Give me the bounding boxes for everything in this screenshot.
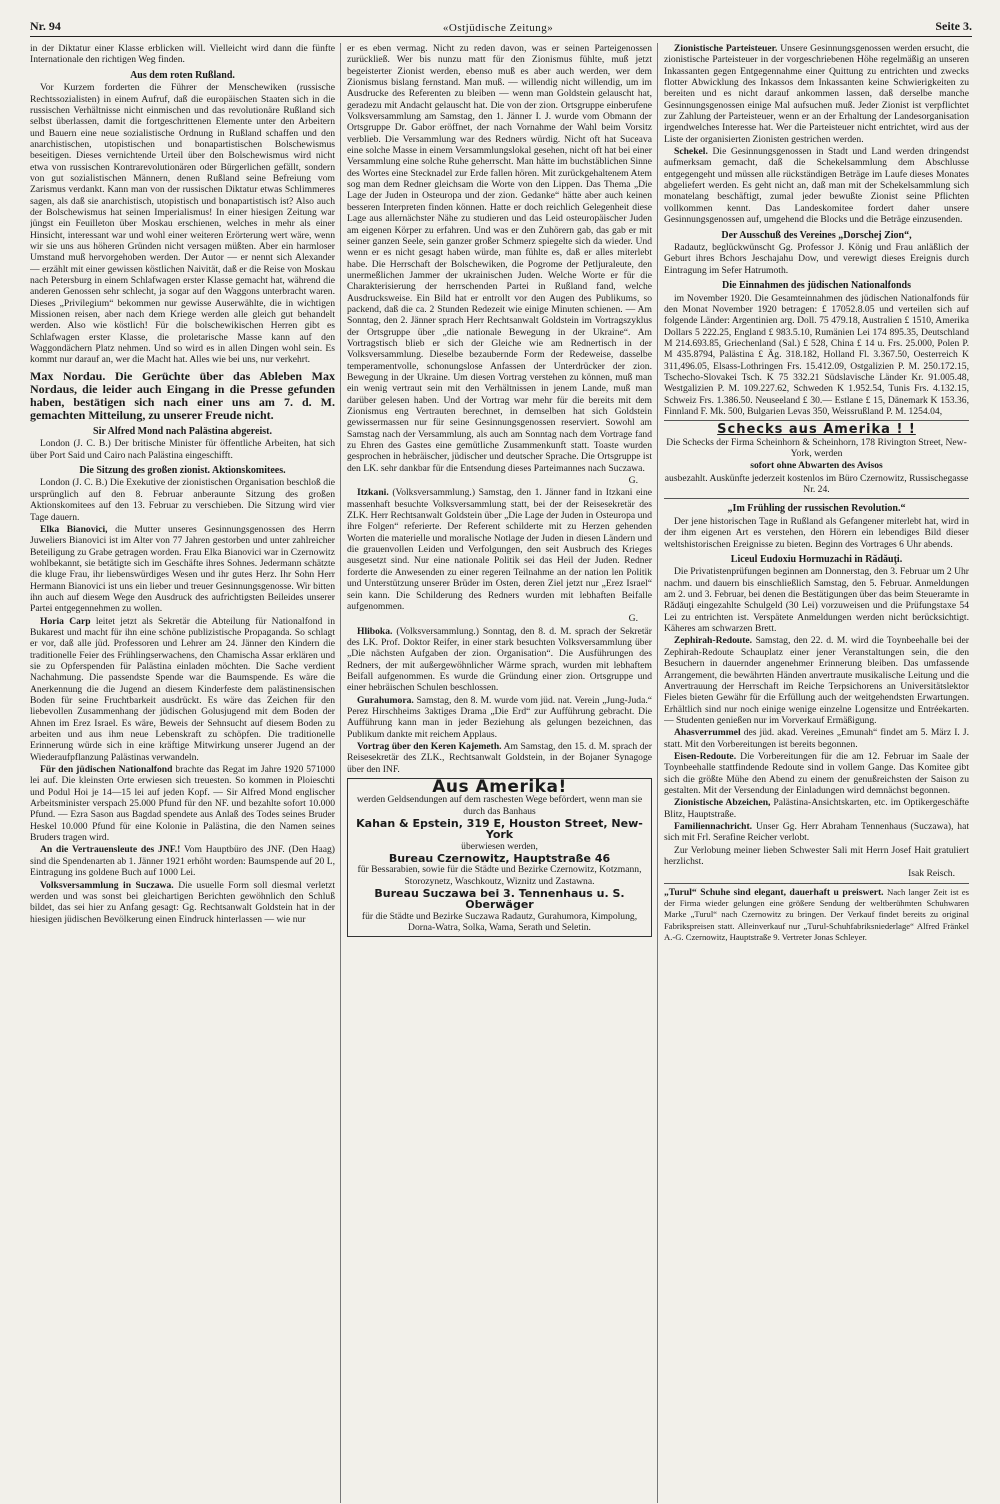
column-2 — [347, 43, 652, 1503]
article-text: des jüd. akad. Vereines „Emunah“ findet am 5. März I. J. statt. Mit den Vorbereitungen ist bereits begonnen. — [664, 727, 969, 750]
signature: G. — [628, 613, 638, 625]
ad-text: sofort ohne Abwarten des Avisos — [750, 460, 883, 472]
article-heading: Max Nordau. Die Gerüchte über das Ableben Max Nordaus, die leider auch Eingang in die Presse gefunden haben, bestätigen sich nach einer uns am 7. d. M. gemachten Mitteilung, zu unserer Freude nicht. — [30, 368, 335, 422]
article-text: Samstag, den 22. d. M. wird die Toynbeehalle bei der Zephirah-Redoute Schauplatz einer jener Veranstaltungen sein, die den Besuchern in dauernder angenehmer Erinnerung bleiben. Das umfassende Arrangement, die bewährten Händen anvertraute musikalische Leitung und die Anvertrauung der Herrschaft im Reiche Terpsichorens an Universitätslektor Fieles bieten Gewähr für die Erfüllung auch der weitgehendsten Erwartungen. Erhältlich sind nur noch einige wenige einzelne Logensitze und Entréekarten. — Studenten genießen nur im Vorverkauf Ermäßigung. — [664, 635, 969, 726]
article-heading: Zionistische Parteisteuer. — [674, 43, 778, 54]
ad-firm: Kahan & Epstein, 319 E, Houston Street, New-York — [356, 817, 643, 842]
column-3 — [664, 43, 969, 1503]
ad-text: für die Städte und Bezirke Suczawa Radautz, Gurahumora, Kimpolung, Dorna-Watra, Solka, Wama, Serath und Seletin. — [361, 910, 638, 934]
article-text: (Volksversammlung.) Samstag, den 1. Jänner fand in Itzkani eine massenhaft besuchte Volksversammlung statt, bei der der Reisesekretär des ZLK. Herr Rechtsanwalt Goldstein über „Die Lage der Juden in Osteuropa und ihre Folgen“ referierte. Der Referent schilderte mit zu Herzen gehenden Worten die materielle und moralische Notlage der Juden in diesen Ländern und die grauenvollen Leiden und Verfolgungen, den seit Ausbruch des Krieges ausgesetzt sind. Nur eine nationale Politik sei das Heil der Juden. Redner forderte die Anwesenden zu einer regeren Teilnahme an der nation len Politik und Unterstützung unserer Brüder im Osten, deren Ziel jetzt nur „Erez Israel“ sein kann. Die Schilderung des Redners wurden mit lebhaften Beifalle aufgenommen. — [347, 487, 652, 612]
article-heading: Die Einnahmen des jüdischen Nationalfonds — [722, 280, 911, 292]
article-text: leitet jetzt als Sekretär die Abteilung für Nationalfond in Bukarest und macht für ihn eine schöne publizistische Propaganda. So schlagt er vor, daß alle jüd. Professoren und Lehrer am 24. Jänner den Kindern die traditionelle Feier des Frühlingserwachens, den Chamischa Assar erklären und sie zu Opferspenden für Palästina einladen möchten. Die Sache verdient Nachahmung. Die passendste Spende war die Baumspende. Es wäre die Anerkennung die die Jugend an diesem Kinderfeste dem palästinensischen Boden für seine Fruchtbarkeit ausdrückt. Es wäre das Zeichen für den liebevollen Zusammenhang der jüdischen Golusjugend mit dem Boden der Ahnen im Erez Israel. Es wäre, Beweis der Sehnsucht auf diesem Boden zu arbeiten und aus ihm neue Lebenskraft zu schöpfen. Die traditionelle Erinnerung würde sich in eine kräftige Mitwirkung unserer Jugend an der Wiederaufpflanzung Palästinas verwandeln. — [30, 615, 335, 763]
article-text: Unsere Gesinnungsgenossen werden ersucht, die zionistische Parteisteuer in der vorgeschriebenen Höhe regelmäßig an unseren Inkassanten gegen Entgegennahme einer Quittung zu entrichten und zwecks flotter Abwicklung des Inkassos dem Inkassanten keine Schwierigkeiten zu bereiten und es nicht darauf ankommen lassen, daß derselbe manche Gesinnungsgenossen einige Mal aufsuchen muß. Jeder Zionist ist verpflichtet zur Zahlung der Parteisteuer, wenn er an der Erhaltung der Landesorganisation irgendwelches Interesse hat. Wer die Parteisteuer nicht entrichtet, wird aus der Liste der organisierten Zionisten gestrichen werden. — [664, 43, 969, 145]
article-text: Samstag, den 8. M. wurde vom jüd. nat. Verein „Jung-Juda.“ Perez Hirschheims 3aktiges Drama „Die Erd“ zur Aufführung gebracht. Die Aufführung kann man in jeder Beziehung als gelungen bezeichnen, das Publikum dankte mit reichem Applaus. — [347, 694, 652, 740]
divider — [664, 883, 969, 884]
article-heading: Itzkani. — [357, 487, 389, 499]
article-heading: An die Vertrauensleute des JNF.! — [40, 844, 181, 856]
article-text: Zur Verlobung meiner lieben Schwester Sali mit Herrn Josef Hait gratuliert herzlichst. — [664, 844, 969, 867]
header-rule — [30, 36, 972, 37]
ad-text: für Bessarabien, sowie für die Städte und Bezirke Czernowitz, Kotzmann, Storozynetz, Waschkoutz, Wiznitz und Zastawna. — [357, 864, 642, 887]
article-text: London (J. C. B.) Der britische Minister für öffentliche Arbeiten, hat sich über Port Said und Cairo nach Palästina eingeschifft. — [30, 438, 335, 461]
article-heading: Für den jüdischen Nationalfond — [40, 764, 173, 776]
article-text: im November 1920. Die Gesamteinnahmen des jüdischen Nationalfonds für den Monat November 1920 betragen: £ 17052.8.05 und verteilen sich auf folgende Länder: Argentinien arg. Doll. 75 479.18, Australien £ 1510, Amerika Dollars 5 222.25, England £ 983.5.10, Rumänien Lei 174 895.35, Deutschland M 214.693.85, Griechenland (Sal.) £ 528, China £ 14 u. Frs. 25.000, Polen P. M 435.8794, Palästina £ Äg. 318.182, Holland Fl. 3.367.50, Oesterreich K 311,496.05, Elsass-Lothringen Frs. 15.412.09, Ostgalizien P. M. 250.172.15, Tschecho-Slovakei Tsch. K 75 332.21 Südslavische Länder Kr. 91.005.48, Westgalizien P. M. 109.227.62, Schweden K 1.952.54, Tunis Frs. 4.132.15, Schweiz Frs. 1.386.50. Neuseeland £ 30.— Estlane £ 15, Dänemark K 153.36, Finnland F. Mk. 500, Bulgarien Levas 350, Weissrußland P. M. 1254.04, — [664, 292, 969, 417]
article-heading: Schekel. — [674, 146, 708, 158]
article-heading: Die Sitzung des großen zionist. Aktionskomitees. — [79, 464, 286, 476]
advertisement-aus-amerika — [347, 778, 652, 937]
column-1 — [30, 43, 335, 1503]
article-heading: Ahasverrummel — [674, 727, 741, 739]
article-text: er es eben vermag. Nicht zu reden davon, was er seinen Parteigenossen zurückließ. Wer bis nunzu matt für den Zionismus fühlte, muß jetzt begeisterter Zionist werden, ebenso muß es aber auch werden, wer dem Zionismus bislang fernstand. Man muß. — willendig nicht willendig, um im Ausdrucke des Referenten zu bleiben — wenn man Goldstein gelauscht hat, geradezu mit Andacht gelauscht hat. Die von der zion. Ortsgruppe einberufene Volksversammlung am Samstag, den 1. Jänner I. J. wurde vom Obmann der Ortsgruppe Dr. Gabor eröffnet, der nach Vornahme der Wahl beim Vorsitz verblieb. Die Versammlung war des Redners würdig. Nicht oft hat Suceava eine solche Masse in einem Versammlungslokal gesehen, nicht oft hat bei einer Versammlung eine solche Ruhe geherrscht. Man hätte im buchstäblichen Sinne des Wortes eine Stecknadel zur Erde fallen hören. Mit zurückgehaltenem Atem sog man dem Redner gleichsam die Worte von den Lippen. Das Thema „Die Lage der Juden in Osteuropa und der zion. Gedanke“ hätte aber auch keinen besseren Interpreten finden können. Hatte er doch reichlich Gelegenheit diese Lage aus allernächster Nähe zu studieren und das Leid osteuropäischer Juden am eigenen Körper zu erfahren. Und was er den Zuhörern gab, das gab er mit seiner ganzen Seele, sein ganzer großer Schmerz spiegelte sich da wieder. Und wenn er es nicht gesagt haben würde, man fühlte es, daß er alles miterlebt habe. Die Herrschaft der Bolschewiken, die Pogrome der Petljuraleute, den unermeßlichen Jammer der ukrainischen Juden. Welche Worte er für die Charakterisierung der herrschenden Partei in Rußland fand, welche Ausdrucksweise. Ein Bild hat er entrollt vor den Augen des Publikums, so packend, daß die ca. 2 Stunden Redezeit wie einige Minuten schienen. — Am Sonntag, den 2. Jänner sprach Herr Rechtsanwalt Goldstein im Vortragszyklus der Ortsgruppe über „die nationale Bewegung in der Ukraine“. Am Vortragstisch blieb er sich der Gleiche wie am Rednertisch in der Volksversammlung. Dieselbe bezaubernde Form der Redeweise, dasselbe temperamentvolle, schonungslose Anfassen der Unterdrücker der zion. Bewegung in der Ukraine. Um diesen Vortrag verstehen zu können, muß man ein wenig vertraut sein mit den Verhältnissen in jenem Lande, muß man darüber gelesen haben. Und der Vortrag war mehr für die bereits mit dem Zionismus eng Vertrauten berechnet, in demselben hat sich Goldstein gewissermassen nur für seine Gesinnungsgenossen reserviert. Sowohl am Samstag nach der Versammlung, als auch am Sonntag nach dem Vortrage fand zu Ehren des Gastes eine gemütliche Zusammenkunft statt. Toaste wurden gesprochen in hebräischer, jüdischer und deutscher Sprache. Die Ortsgruppe ist den LK. sehr dankbar für die Entsendung dieses Parteimannes nach Suczawa. — [347, 43, 652, 474]
article-text: (Volksversammlung.) Sonntag, den 8. d. M. sprach der Sekretär des LK. Prof. Doktor Reifer, in einer stark besuchten Volksversammlung über „Die nächsten Aufgaben der zion. Organisation“. Die Ausführungen des Redners, der mit außergewöhnlicher Wärme sprach, wurden mit lebhaftem Beifall aufgenommen. Es wurde die Gründung einer zion. Ortsgruppe und einer hebräischen Schulen beschlossen. — [347, 625, 652, 694]
article-heading: „Im Frühling der russischen Revolution.“ — [727, 503, 906, 515]
article-text: Die Gesinnungsgenossen in Stadt und Land werden dringendst aufmerksam gemacht, daß die Schekelsammlung dem Abschlusse entgegengeht und müssen alle rückständigen Beträge im Laufe dieses Monates abgeliefert werden. Es geht nicht an, daß man mit der Schekelsammlung sich monatelang beschäftigt, zumal jeder bewußte Zionist seine Pflichten vollkommen kennt. Das Landeskomitee fordert daher unsere Gesinnungsgenossen auf, umgehend die Blocks und die Beträge einzusenden. — [664, 146, 969, 226]
article-heading: Liceul Eudoxiu Hormuzachi in Rădăuţi. — [730, 553, 903, 565]
page-number: Seite 3. — [935, 19, 972, 33]
article-text: Am Samstag, den 15. d. M. sprach der Reisesekretär des ZLK., Rechtsanwalt Goldstein, in der Bojaner Synagoge über den INF. — [347, 740, 652, 775]
column-divider — [340, 43, 341, 1503]
article-heading: Elka Bianovici, — [40, 523, 108, 535]
article-text: Die Privatistenprüfungen beginnen am Donnerstag, den 3. Februar um 2 Uhr nachm. und dauern bis einschließlich Samstag, den 5. Februar. Anmeldungen am 2. und 3. Februar, bei denen die Bestätigungen über das beim Steueramte in Rădăuţi eingezahlte Schulgeld (30 Lei) vorzuweisen und die Prüfungstaxe 54 Lei zu entrichten ist. Verspätete Anmeldungen werden nicht berücksichtigt. Käheres am schwarzen Brett. — [664, 566, 969, 635]
signature: G. — [628, 475, 638, 487]
article-text: Die Vorbereitungen für die am 12. Februar im Saale der Toynbeehalle stattfindende Redoute sind in vollem Gange. Das Komitee gibt sich die größte Mühe den Abend zu einem der genußreichsten der Saison zu gestalten. Mit der Versendung der Einladungen wird demnächst begonnen. — [664, 750, 969, 796]
signature: Isak Reisch. — [908, 868, 955, 880]
article-heading: Zephirah-Redoute. — [674, 635, 753, 647]
article-text: Palästina-Ansichtskarten, etc. im Optikergeschäfte Blitz, Hauptstraße. — [664, 797, 969, 820]
ad-text: ausbezahlt. Auskünfte jederzeit kostenlos im Büro Czernowitz, Russischegasse Nr. 24. — [664, 472, 969, 496]
ad-text: Nach langer Zeit ist es der Firma wieder gelungen eine größere Sendung der weltberühmten Schuhwaren Marke „Turul“ nach Czernowitz zu bringen. Der Verkauf findet bereits zu original Fabrikspreisen statt. Alleinverkauf nur „Turul-Schuhfabriksniederlage“ Alfred Fränkel A.-G. Czernowitz, Hauptstraße 9. Vertreter Jonas Schleyer. — [664, 886, 969, 943]
article-text: Vom Hauptbüro des JNF. (Den Haag) sind die Spendenarten ab 1. Jänner 1921 erhöht worden: Baumspende auf 20 L, Eintragung ins goldene Buch auf 1000 Lei. — [30, 844, 335, 879]
article-heading: Volksversammlung in Suczawa. — [40, 879, 174, 891]
ad-text: werden Geldsendungen auf dem raschesten Wege befördert, wenn man sie durch das Banhaus — [356, 794, 643, 817]
article-text: Unser Gg. Herr Abraham Tennenhaus (Suczawa), hat sich mit Frl. Serafine Reicher verlobt. — [664, 820, 969, 844]
article-heading: Sir Alfred Mond nach Palästina abgereist. — [93, 425, 272, 437]
ad-bureau: Bureau Suczawa bei 3. Tennenhaus u. S. Oberwäger — [374, 887, 625, 912]
article-text: London (J. C. B.) Die Exekutive der zionistischen Organisation beschloß die ursprünglich auf den 8. Februar anberaunte Sitzung des großen Aktionskomitees auf den 13. Februar zu verschieben. Die Sitzung wird vier Tage dauern. — [30, 477, 335, 523]
ad-bureau: Bureau Czernowitz, Hauptstraße 46 — [388, 852, 611, 866]
article-heading: Eisen-Redoute. — [674, 750, 737, 762]
columns — [30, 43, 972, 1503]
article-text: die Mutter unseres Gesinnungsgenossen des Herrn Juweliers Bianovici ist im Alter von 77 Jahren gestorben und unter zahlreicher Beteiligung zu Grabe getragen worden. Frau Elka Bianovici war in Czernowitz wohlbekannt, sie betätigte sich im Geschäfte ihres Sohnes. Jedermann schätzte die kluge Frau, ihr liebenswürdiges Wesen und ihr gutes Herz. Ihr Sohn Herr Hermann Bianovici ist uns ein lieber und treuer Gesinnungsgenosse. Wir bitten ihn auch auf diesem Wege den Ausdruck des aufrichtigsten Beileides unserer Partei entgegennehmen zu wollen. — [30, 523, 335, 615]
ad-headline: Schecks aus Amerika ! ! — [717, 422, 916, 438]
article-text: Die usuelle Form soll diesmal verletzt werden und was sonst bei gleichartigen Berichten gewöhnlich den Schluß bildet, das sei hier zu Anfang gesagt: Gg. Rechtsanwalt Goldstein hat in der hiesigen jüdischen Bevölkerung einen Eindruck hinterlassen — wie nur — [30, 879, 335, 925]
article-heading: Hliboka. — [357, 625, 393, 637]
article-heading: Horia Carp — [40, 615, 91, 627]
divider — [664, 420, 969, 421]
article-heading: Gurahumora. — [357, 694, 414, 706]
ad-text: Die Schecks der Firma Scheinhorn & Scheinhorn, 178 Rivington Street, New-York, werden — [666, 436, 967, 459]
divider — [664, 498, 969, 499]
column-divider — [657, 43, 658, 1503]
article-text: Der jene historischen Tage in Rußland als Gefangener miterlebt hat, wird in der ihm eigenen Art es verstehen, den Hörern ein lebendiges Bild dieser weltshistorischen Ereignisse zu bieten. Beginn des Vortrages 6 Uhr abends. — [664, 515, 969, 550]
article-text: Radautz, beglückwünscht Gg. Professor J. König und Frau anläßlich der Geburt ihres Bchors Jeschajahu Dow, und verewigt dieses Ereignis durch Eintragung im Sefer Hatrumoth. — [664, 242, 969, 276]
article-text: Vor Kurzem forderten die Führer der Menschewiken (russische Rechtssozialisten) in einem Aufruf, daß die europäischen Staaten sich in die russischen Verhältnisse nicht einmischen und das revolutionäre Rußland sich selbst überlassen, damit die fortgeschrittenen Elemente unter den Arbeitern und Bauern eine neue sozialistische Ordnung in Rußland schaffen und den anarchistischen, utopistischen und bonapartistischen Bolschewismus beseitigen. Dieses vernichtende Urteil über den Bolschewismus wird nicht etwa von russischen Kontrarevolutionären oder Bürgerlichen gefällt, sondern von gut sozialistischen Männern, denen Rußland seine Befreiung vom Zarismus verdankt. Kann man von der russischen Diktatur etwas Schlimmeres sagen, als daß sie anarchistisch, utopistisch und bonapartistisch ist? Also auch der Bolschewismus hat seinen Imperialismus! In einer hiesigen Zeitung war jüngst ein Feuilleton über Moskau erschienen, welches in mehr als einer Hinsicht, interessant war und wohl einer weiteren Erörterung wert wäre, wenn wir sie uns aus höheren Gründen nicht versagen müßten. Aber ein harmloser Umstand muß hervorgehoben werden. Der Autor — er nennt sich Alexander — erzählt mit einer gewissen köstlichen Naivität, daß er die Reise von Moskau nach Petersburg in einem Schlafwagen erster Klasse gemacht hat, während die anderen Genossen sehr schlecht, ja sogar auf den Waggons unterbracht waren. Dieses „Privilegium“ bekommen nur gewisse Auserwählte, die in wichtigen Missionen reisen, aber nach dem Kriege werden alle gleich gut behandelt werden. Also wie köstlich! Für die bolschewikischen Herren gibt es Schlafwagen erster Klasse, die proletarische Masse kann auf den Waggondächern Platz nehmen. Und so wird es in allen Dingen wohl sein. Es kommt nur darauf an, wer die Macht hat. Alles wie bei uns, nur verkehrt. — [30, 82, 335, 366]
newspaper-name: «Ostjüdische Zeitung» — [442, 22, 554, 34]
running-head — [30, 14, 972, 34]
ad-text: überwiesen werden, — [461, 840, 538, 852]
article-heading: Vortrag über den Keren Kajemeth. — [357, 740, 502, 752]
issue-number: Nr. 94 — [30, 19, 61, 33]
ad-headline: „Turul“ Schuhe sind elegant, dauerhaft u preiswert. — [664, 886, 884, 898]
ad-headline: Aus Amerika! — [432, 777, 567, 797]
article-text: brachte das Regat im Jahre 1920 571000 lei auf. Die kleinsten Orte erwiesen sich treuesten. So kommen in Ploieschti und Podul Hoi je 14—15 lei auf jeden Kopf. — Sir Alfred Mond englischer Arbeitsminister verspach 25.000 Pfund für den NF. und bezahlte sofort 10.000 Pfund. — Ezra Sason aus Bagdad spendete aus Anlaß des Todes seines Bruder Heskel 10.000 Pfund für eine Kolonie in Palästina, die den Namen seines Bruders tragen wird. — [30, 764, 335, 844]
article-heading: Aus dem roten Rußland. — [130, 69, 235, 81]
article-heading: Familiennachricht. — [674, 820, 753, 832]
article-heading: Der Ausschuß des Vereines „Dorschej Zion“, — [721, 229, 912, 241]
advertisement-schecks — [664, 424, 969, 495]
article-heading: Zionistische Abzeichen, — [674, 797, 771, 809]
article-text: in der Diktatur einer Klasse erblicken will. Vielleicht wird dann die fünfte Internationale den richtigen Weg finden. — [30, 43, 335, 66]
